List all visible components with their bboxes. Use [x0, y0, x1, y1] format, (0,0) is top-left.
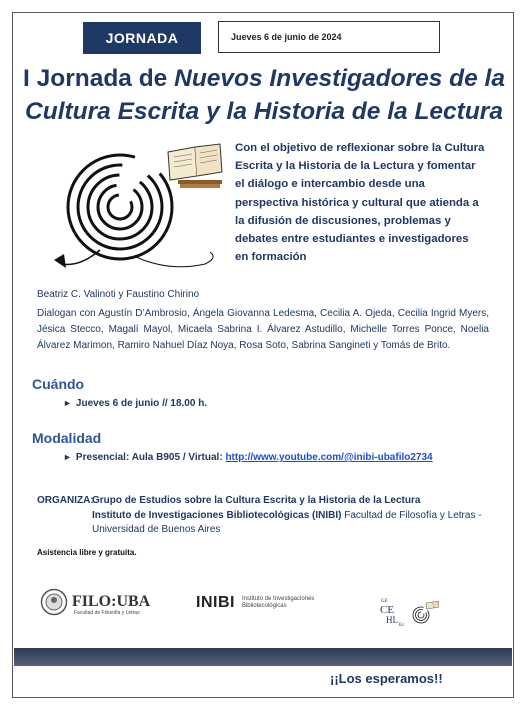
filo-name: FILO:UBA [72, 593, 151, 610]
closing-message: ¡¡Los esperamos!! [330, 671, 443, 686]
participants-paragraph: Dialogan con Agustín D’Ambrosio, Ángela Giovanna Ledesma, Cecilia A. Ojeda, Cecilia Ingrid Myers, Jésica Stecco, Magalí Mayol, Micaela Sabrina I. Álvarez Astudillo, Michelle Torres Ponce, Noelia Álvarez Marimon, Ramiro Nahuel Díaz Noya, Rosa Soto, Sabrina Sangineti y Tomás de Brito. [37, 308, 489, 352]
attendance-note: Asistencia libre y gratuita. [37, 548, 137, 557]
event-type-tag: JORNADA [83, 22, 201, 54]
organizer-group: Grupo de Estudios sobre la Cultura Escrita y la Historia de la Lectura [92, 495, 421, 506]
organizer-faculty: Facultad de Filosofía y Letras - Universidad de Buenos Aires [92, 509, 482, 535]
cehlec-logo-icon [379, 582, 439, 642]
footer-band [14, 648, 512, 666]
modality-prefix: Presencial: Aula B905 / Virtual: [75, 452, 226, 463]
when-heading: Cuándo [32, 376, 85, 392]
play-arrow-icon: ► [63, 398, 72, 408]
modality-heading: Modalidad [32, 430, 102, 446]
labyrinth-book-illustration [40, 132, 230, 282]
svg-text:GE: GE [381, 599, 388, 604]
modality-item [63, 452, 433, 463]
when-value: Jueves 6 de junio // 18.00 h. [75, 398, 208, 409]
organizers-body [92, 494, 492, 538]
play-arrow-icon: ► [63, 452, 72, 462]
inibi-subtitle: Instituto de Investigaciones Bibliotecológicas [241, 596, 315, 609]
page-title [20, 62, 508, 128]
book-icon [168, 144, 222, 188]
title-prefix: I Jornada de [22, 65, 175, 92]
inibi-name: INIBI [196, 594, 235, 611]
filo-uba-logo [40, 588, 150, 616]
filo-seal-icon [40, 588, 68, 616]
svg-text:CE: CE [380, 604, 395, 616]
title-italic-2: Cultura Escrita y la Historia de la Lectura [25, 98, 503, 125]
filo-subtitle: Facultad de Filosofía y Letras [74, 610, 140, 616]
when-item [63, 398, 207, 409]
logos-row [14, 580, 512, 644]
inibi-logo [196, 594, 332, 612]
svg-text:HL: HL [386, 615, 398, 625]
organizers-label: ORGANIZA: [37, 495, 94, 506]
intro-paragraph: Con el objetivo de reflexionar sobre la Cultura Escrita y la Historia de la Lectura y fomentar el diálogo e intercambio desde una perspectiva histórica y cultural que atienda a la difusión de discusiones, problemas y debates entre estudiantes e investigadores en formación [235, 142, 485, 264]
title-italic-1: Nuevos Investigadores de la [174, 65, 505, 92]
svg-text:Ec: Ec [399, 623, 405, 628]
event-date-box: Jueves 6 de junio de 2024 [218, 21, 440, 53]
organizer-institute: Instituto de Investigaciones Bibliotecológicas (INIBI) [92, 509, 342, 521]
coordinators: Beatriz C. Valinoti y Faustino Chirino [37, 289, 200, 300]
youtube-link[interactable]: http://www.youtube.com/@inibi-ubafilo2734 [225, 452, 433, 463]
